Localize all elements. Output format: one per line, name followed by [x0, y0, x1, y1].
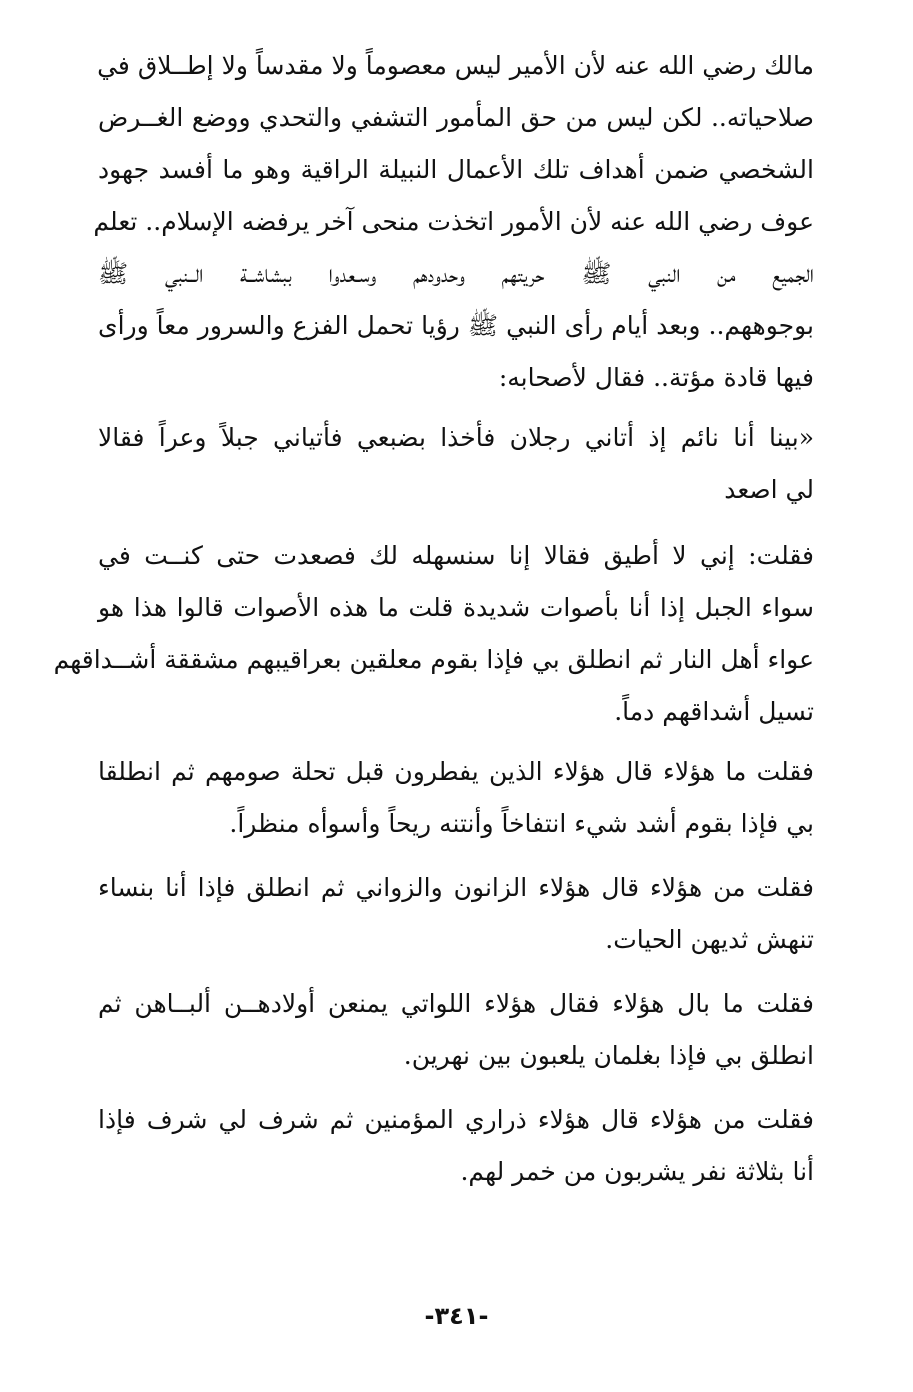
paragraph-1: [93, 40, 814, 404]
text-line: فقلت: إني لا أطيق فقالا إنا سنسهله لك فصعدت حتى كنــت في: [98, 541, 814, 570]
page-number: -٣٤١-: [424, 1302, 489, 1330]
text-line: انطلق بي فإذا بغلمان يلعبون بين نهرين.: [403, 1041, 814, 1070]
text-line: تسيل أشداقهم دماً.: [614, 697, 814, 726]
paragraph-3: [53, 530, 814, 738]
text-line: أنا بثلاثة نفر يشربون من خمر لهم.: [460, 1157, 814, 1186]
text-line: عواء أهل النار ثم انطلق بي فإذا بقوم معلقين بعراقيبهم مشققة أشــداقهم: [53, 645, 814, 674]
text-line: صلاحياته.. لكن ليس من حق المأمور التشفي والتحدي ووضع الغــرض: [98, 103, 814, 132]
paragraph-7: [98, 1094, 814, 1198]
text-line: «بينا أنا نائم إذ أتاني رجلان فأخذا بضبعي فأتياني جبلاً وعراً فقالا: [98, 423, 814, 452]
text-line: لي اصعد: [724, 475, 814, 504]
text-line: عوف رضي الله عنه لأن الأمور اتخذت منحى آخر يرفضه الإسلام.. تعلم: [93, 207, 814, 236]
text-line: فقلت من هؤلاء قال هؤلاء ذراري المؤمنين ثم شرف لي شرف فإذا: [98, 1105, 814, 1134]
text-line: مالك رضي الله عنه لأن الأمير ليس معصوماً ولا مقدساً ولا إطــلاق في: [97, 51, 814, 80]
text-line: تنهش ثديهن الحيات.: [605, 925, 814, 954]
text-line: فقلت من هؤلاء قال هؤلاء الزانون والزواني ثم انطلق فإذا أنا بنساء: [98, 873, 814, 902]
text-line: الشخصي ضمن أهداف تلك الأعمال النبيلة الراقية وهو ما أفسد جهود: [98, 155, 814, 184]
paragraph-4: [98, 746, 814, 850]
paragraph-6: [98, 978, 814, 1082]
paragraph-2: [98, 412, 814, 516]
text-line: بوجوههم.. وبعد أيام رأى النبي ﷺ رؤيا تحمل الفزع والسرور معاً ورأى: [98, 311, 814, 340]
text-line: فيها قادة مؤتة.. فقال لأصحابه:: [498, 363, 814, 392]
paragraph-5: [98, 862, 814, 966]
text-line: سواء الجبل إذا أنا بأصوات شديدة قلت ما هذه الأصوات قالوا هذا هو: [98, 593, 814, 622]
text-line: فقلت ما بال هؤلاء فقال هؤلاء اللواتي يمنعن أولادهــن ألبــاهن ثم: [98, 989, 814, 1018]
text-line: بي فإذا بقوم أشد شيء انتفاخاً وأنتنه ريحاً وأسوأه منظراً.: [229, 809, 814, 838]
text-line: الجميع من النبي ﷺ حريتهم وحدودهم وسـعدوا ببشاشــة الــنبي ﷺ: [98, 259, 814, 288]
text-line: فقلت ما هؤلاء قال هؤلاء الذين يفطرون قبل تحلة صومهم ثم انطلقا: [98, 757, 814, 786]
